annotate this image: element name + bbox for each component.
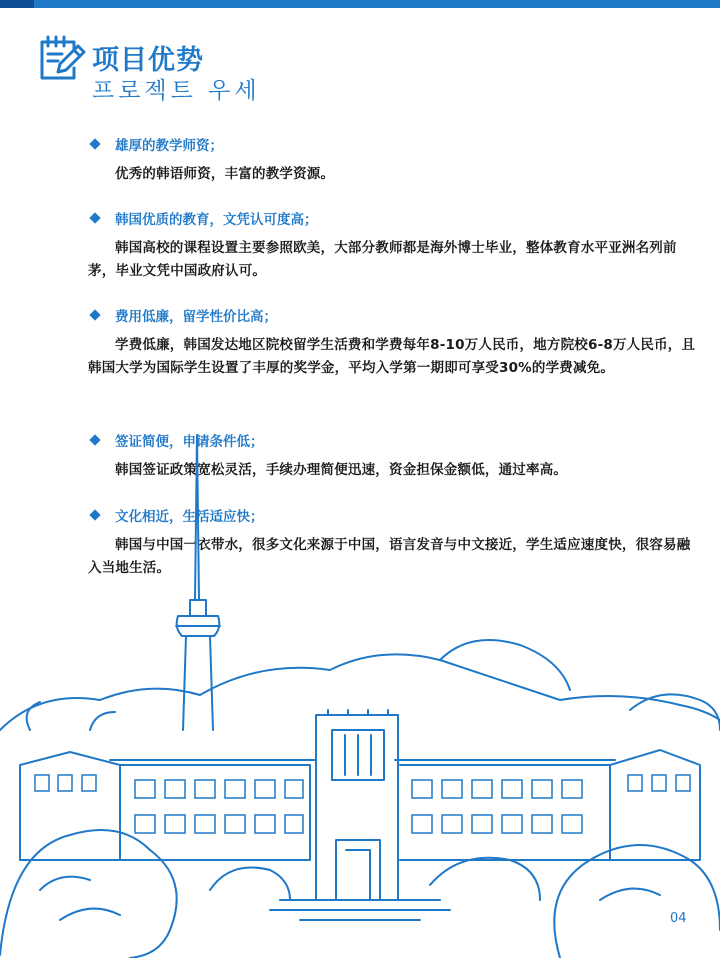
tower-antenna	[195, 435, 199, 600]
advantage-item-3	[88, 304, 698, 380]
advantage-title: 签证简便，申请条件低；	[115, 434, 264, 450]
page-title: 项目优势	[92, 45, 204, 76]
page-subtitle: 프로젝트 우세	[92, 78, 261, 104]
page-number: 04	[670, 911, 687, 926]
advantage-body: 优秀的韩语师资，丰富的教学资源。	[115, 166, 335, 182]
advantage-body: 韩国与中国一衣带水，很多文化来源于中国，语言发音与中文接近，学生适应速度快，很容易融入当地生活。	[88, 537, 691, 576]
campus-illustration	[0, 430, 720, 958]
notepad-pencil-icon	[38, 34, 90, 82]
advantage-body: 韩国高校的课程设置主要参照欧美，大部分教师都是海外博士毕业，整体教育水平亚洲名列前茅，毕业文凭中国政府认可。	[88, 240, 677, 279]
tree-left	[0, 830, 177, 958]
diamond-bullet-icon	[89, 212, 100, 223]
advantage-title: 文化相近，生活适应快；	[115, 509, 264, 525]
advantage-body: 学费低廉，韩国发达地区院校留学生活费和学费每年8-10万人民币，地方院校6-8万人民币，且韩国大学为国际学生设置了丰厚的奖学金，平均入学第一期即可享受30%的学费减免。	[88, 337, 696, 376]
right-wing	[610, 750, 700, 860]
advantage-item-1	[88, 133, 698, 186]
diamond-bullet-icon	[89, 138, 100, 149]
hill-line	[0, 654, 720, 730]
advantage-title: 雄厚的教学师资；	[115, 138, 223, 154]
top-accent-bar	[0, 0, 720, 8]
advantage-title: 韩国优质的教育，文凭认可度高；	[115, 212, 318, 228]
top-accent-bar-dark	[0, 0, 34, 8]
diamond-bullet-icon	[89, 309, 100, 320]
advantage-body: 韩国签证政策宽松灵活，手续办理简便迅速，资金担保金额低，通过率高。	[115, 462, 568, 478]
advantage-title: 费用低廉，留学性价比高；	[115, 309, 277, 325]
tree-right	[554, 845, 720, 958]
left-wing	[20, 752, 120, 860]
advantage-item-2	[88, 207, 698, 283]
